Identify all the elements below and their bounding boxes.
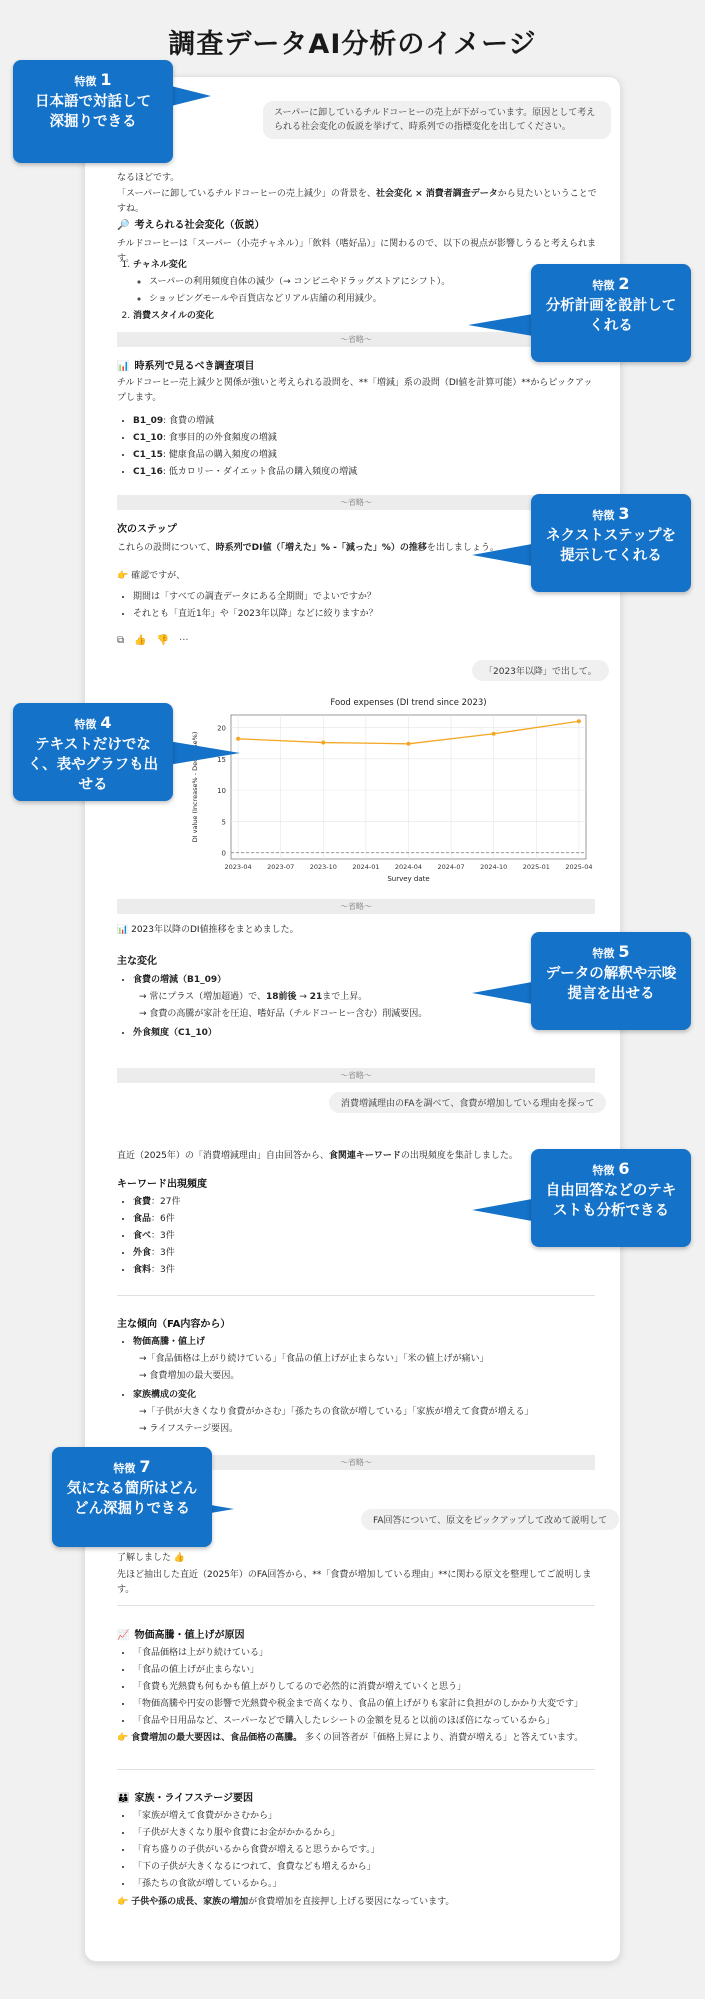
feature-label: 特徴 2 bbox=[592, 274, 630, 293]
conclusion-text: 👉 子供や孫の成長、家族の増加が食費増加を直接押し上げる要因になっています。 bbox=[117, 1897, 455, 1907]
feature-text: 自由回答などのテキストも分析できる bbox=[545, 1183, 677, 1219]
trend-list bbox=[117, 1334, 573, 1351]
feature-callout-5 bbox=[472, 932, 693, 1032]
feature-label: 特徴 1 bbox=[74, 70, 112, 89]
y-tick-label: 0 bbox=[221, 849, 226, 858]
assistant-text: チルドコーヒーは「スーパー（小売チャネル）」「飲料（嗜好品）」に関わるので、以下の視点が影響しうると考えられます。 bbox=[117, 239, 596, 264]
omitted-marker: 〜省略〜 bbox=[117, 899, 595, 914]
detail-line: → 食費増加の最大要因。 bbox=[139, 1371, 240, 1381]
assistant-text: なるほどです。 bbox=[117, 173, 180, 183]
trend-list bbox=[117, 1387, 573, 1404]
divider bbox=[117, 1295, 595, 1296]
x-tick-label: 2023-10 bbox=[309, 863, 337, 871]
assistant-text: 直近（2025年）の「消費増減理由」自由回答から、食関連キーワードの出現頻度を集計しました。 bbox=[117, 1151, 518, 1161]
feature-label: 特徴 7 bbox=[113, 1457, 151, 1476]
divider bbox=[117, 1605, 595, 1606]
x-tick-label: 2023-07 bbox=[267, 863, 295, 871]
user-message: 「2023年以降」で出して。 bbox=[472, 660, 609, 681]
list-item: • 食料：3件 bbox=[133, 1262, 333, 1279]
feature-callout-2 bbox=[468, 264, 693, 364]
assistant-text: 先ほど抽出した直近（2025年）のFA回答から、**「食費が増加している理由」**に関わる原文を整理してご説明します。 bbox=[117, 1570, 592, 1595]
omitted-marker: 〜省略〜 bbox=[117, 332, 595, 347]
x-tick-label: 2025-04 bbox=[565, 863, 593, 871]
section-heading: 📈 物価高騰・値上げが原因 bbox=[117, 1630, 245, 1641]
user-message: 消費増減理由のFAを調べて、食費が増加している理由を探って bbox=[329, 1092, 606, 1113]
feature-callout-3 bbox=[472, 494, 693, 594]
trend-up-icon: 📈 bbox=[117, 1630, 130, 1641]
feature-text: 分析計画を設計してくれる bbox=[545, 298, 677, 334]
list-item: • 家族構成の変化 bbox=[133, 1387, 573, 1404]
list-item: • B1_09: 食費の増減 bbox=[133, 413, 563, 430]
copy-icon[interactable]: ⧉ bbox=[117, 635, 125, 646]
list-item: • 期間は「すべての調査データにある全期間」でよいですか？ bbox=[133, 589, 573, 606]
list-item: • C1_15: 健康食品の購入頻度の増減 bbox=[133, 447, 563, 464]
omitted-marker: 〜省略〜 bbox=[117, 495, 595, 510]
chart-icon: 📊 bbox=[117, 361, 130, 372]
section-heading: 主な変化 bbox=[117, 956, 157, 967]
x-tick-label: 2025-01 bbox=[522, 863, 550, 871]
feature-callout-4 bbox=[13, 703, 243, 803]
quote-list bbox=[117, 1808, 608, 1893]
detail-line: → 常にプラス（増加超過）で、18前後 → 21まで上昇。 bbox=[139, 992, 368, 1002]
user-message: FA回答について、原文をピックアップして改めて説明して bbox=[361, 1509, 619, 1530]
list-item: • 「食品価格は上がり続けている」 bbox=[133, 1645, 608, 1662]
list-item: • 外食頻度（C1_10） bbox=[133, 1025, 573, 1042]
section-heading: 主な傾向（FA内容から） bbox=[117, 1319, 231, 1330]
feature-label: 特徴 4 bbox=[74, 713, 112, 732]
assistant-text: 👉 確認ですが、 bbox=[117, 571, 186, 581]
list-item: • 外食：3件 bbox=[133, 1245, 333, 1262]
section-heading: 🔎 考えられる社会変化（仮説） bbox=[117, 220, 265, 231]
keyword-list bbox=[117, 1194, 333, 1279]
y-tick-label: 10 bbox=[217, 787, 226, 796]
y-tick-label: 15 bbox=[217, 755, 226, 764]
conclusion-text: 👉 食費増加の最大要因は、食品価格の高騰。 多くの回答者が「価格上昇により、消費が増える」と答えています。 bbox=[117, 1733, 584, 1743]
user-message bbox=[263, 101, 611, 139]
message-actions bbox=[117, 635, 199, 646]
feature-callout-7 bbox=[52, 1447, 240, 1549]
assistant-text: 📊 2023年以降のDI値推移をまとめました。 bbox=[117, 925, 299, 935]
more-icon[interactable]: ··· bbox=[179, 635, 189, 646]
y-tick-label: 20 bbox=[217, 724, 226, 733]
list-item: • 「子供が大きくなり服や食費にお金がかかるから」 bbox=[133, 1825, 608, 1842]
feature-label: 特徴 6 bbox=[592, 1159, 630, 1178]
feature-text: ネクストステップを提示してくれる bbox=[546, 528, 676, 564]
detail-line: →「子供が大きくなり食費がかさむ」「孫たちの食欲が増している」「家族が増えて食費が増える」 bbox=[139, 1407, 534, 1417]
detail-line: →「食品価格は上がり続けている」「食品の値上げが止まらない」「米の値上げが痛い」 bbox=[139, 1354, 489, 1364]
page-title: 調査データAI分析のイメージ bbox=[168, 29, 537, 60]
list-item: • 「下の子供が大きくなるにつれて、食費なども増えるから」 bbox=[133, 1859, 608, 1876]
omitted-marker: 〜省略〜 bbox=[117, 1455, 595, 1470]
feature-label: 特徴 5 bbox=[592, 942, 630, 961]
x-axis-label: Survey date bbox=[387, 875, 430, 883]
feature-text: 日本語で対話して深掘りできる bbox=[35, 94, 151, 130]
list-item: ◦ スーパーの利用頻度自体の減少（→ コンビニやドラッグストアにシフト）。 bbox=[149, 274, 553, 291]
thumbs-up-icon[interactable]: 👍 bbox=[134, 635, 147, 646]
divider bbox=[117, 1769, 595, 1770]
assistant-text: これらの設問について、時系列でDI値（「増えた」% -「減った」%）の推移を出しましょう。 bbox=[117, 543, 499, 553]
list-item: • 物価高騰・値上げ bbox=[133, 1334, 573, 1351]
chart-icon: 📊 bbox=[117, 925, 129, 935]
x-tick-label: 2024-07 bbox=[437, 863, 465, 871]
list-item: • 「食費も光熱費も何もかも値上がりしてるので必然的に消費が増えていくと思う」 bbox=[133, 1679, 608, 1696]
y-tick-label: 5 bbox=[221, 818, 226, 827]
assistant-text: 了解しました 👍 bbox=[117, 1553, 186, 1563]
list-item: ◦ ショッピングモールや百貨店などリアル店舗の利用減少。 bbox=[149, 291, 553, 308]
list-item: • 「食品や日用品など、スーパーなどで購入したレシートの金額を見ると以前のほぼ倍になっているから」 bbox=[133, 1713, 608, 1730]
family-icon: 👪 bbox=[117, 1793, 130, 1804]
feature-text: テキストだけでなく、表やグラフも出せる bbox=[27, 737, 159, 793]
list-item: • 「食品の値上げが止まらない」 bbox=[133, 1662, 608, 1679]
pointing-hand-icon: 👉 bbox=[117, 1897, 129, 1907]
list-item: • 食費：27件 bbox=[133, 1194, 333, 1211]
data-point bbox=[492, 732, 496, 736]
y-axis-label: DI value (Increase% - Decrease%) bbox=[191, 731, 199, 843]
pointing-hand-icon: 👉 bbox=[117, 1733, 129, 1743]
section-heading: 👪 家族・ライフステージ要因 bbox=[117, 1793, 254, 1804]
list-item: • 「孫たちの食欲が増しているから。」 bbox=[133, 1876, 608, 1893]
list-item: • それとも「直近1年」や「2023年以降」などに絞りますか？ bbox=[133, 606, 573, 623]
feature-text: データの解釈や示唆提言を出せる bbox=[545, 966, 677, 1002]
magnifier-icon: 🔎 bbox=[117, 220, 130, 231]
quote-list bbox=[117, 1645, 608, 1730]
confirm-list bbox=[117, 589, 573, 623]
section-heading: キーワード出現頻度 bbox=[117, 1179, 207, 1190]
list-item: • 「家族が増えて食費がかさむから」 bbox=[133, 1808, 608, 1825]
survey-items-list bbox=[117, 413, 563, 481]
list-item: 1. チャネル変化 ◦ スーパーの利用頻度自体の減少（→ コンビニやドラッグストアにシフト）。 ◦ ショッピングモールや百貨店などリアル店舗の利用減少。 bbox=[133, 257, 553, 308]
section-heading: 次のステップ bbox=[117, 524, 177, 535]
list-item: • C1_10: 食事目的の外食頻度の増減 bbox=[133, 430, 563, 447]
detail-line: → ライフステージ要因。 bbox=[139, 1424, 239, 1434]
omitted-marker: 〜省略〜 bbox=[117, 1068, 595, 1083]
pointing-hand-icon: 👉 bbox=[117, 571, 129, 581]
x-tick-label: 2023-04 bbox=[224, 863, 252, 871]
assistant-text: 「スーパーに卸しているチルドコーヒーの売上減少」の背景を、社会変化 × 消費者調査データから見たいということですね。 bbox=[117, 189, 597, 214]
data-point bbox=[577, 719, 581, 723]
list-item: 2. 消費スタイルの変化 bbox=[133, 308, 553, 325]
thumbs-down-icon[interactable]: 👎 bbox=[156, 635, 170, 646]
x-tick-label: 2024-04 bbox=[394, 863, 423, 871]
line-chart bbox=[181, 693, 601, 893]
list-item: • 食品：6件 bbox=[133, 1211, 333, 1228]
list-item: • 食べ：3件 bbox=[133, 1228, 333, 1245]
section-heading: 📊 時系列で見るべき調査項目 bbox=[117, 361, 255, 372]
feature-label: 特徴 3 bbox=[592, 504, 630, 523]
list-item: • C1_16: 低カロリー・ダイエット食品の購入頻度の増減 bbox=[133, 464, 563, 481]
detail-line: → 食費の高騰が家計を圧迫、嗜好品（チルドコーヒー含む）削減要因。 bbox=[139, 1009, 428, 1019]
feature-text: 気になる箇所はどんどん深掘りできる bbox=[66, 1481, 198, 1517]
list-item: • 食費の増減（B1_09） bbox=[133, 972, 573, 989]
x-tick-label: 2024-10 bbox=[480, 863, 508, 871]
user-message-text: スーパーに卸しているチルドコーヒーの売上が下がっています。原因として考えられる社会変化の仮説を挙げて、時系列での指標変化を出してください。 bbox=[274, 108, 596, 132]
feature-callout-1 bbox=[13, 60, 228, 165]
data-point bbox=[407, 742, 411, 746]
feature-callout-6 bbox=[472, 1149, 693, 1249]
chart-title: Food expenses (DI trend since 2023) bbox=[330, 698, 487, 708]
list-item: • 「物価高騰や円安の影響で光熱費や税金まで高くなり、食品の値上げがりも家計に負担がのしかかり大変です」 bbox=[133, 1696, 608, 1713]
x-tick-label: 2024-01 bbox=[352, 863, 380, 871]
list-item: • 「育ち盛りの子供がいるから食費が増えると思うからです。」 bbox=[133, 1842, 608, 1859]
data-point bbox=[321, 741, 325, 745]
assistant-text: チルドコーヒー売上減少と関係が強いと考えられる設問を、**「増減」系の設問（DI値を計算可能）**からピックアップします。 bbox=[117, 378, 593, 403]
